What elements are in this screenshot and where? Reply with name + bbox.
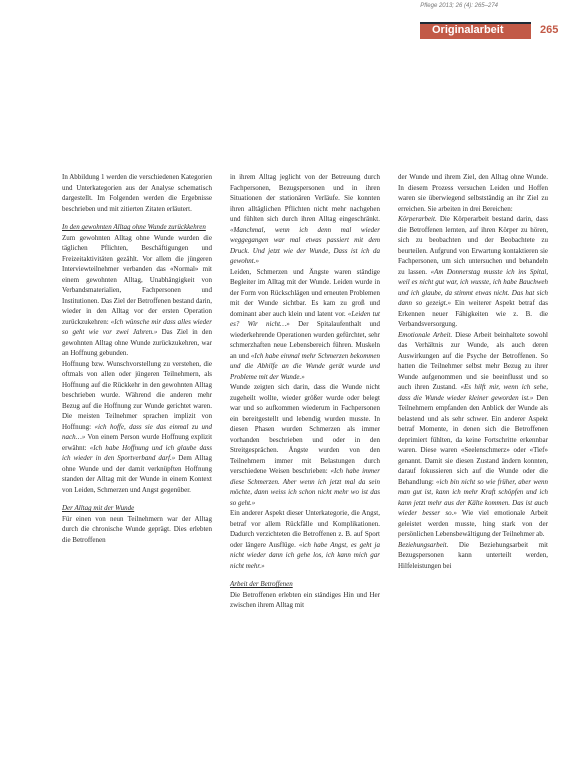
paragraph: Ein anderer Aspekt dieser Unterkategorie, die Angst, betraf vor allem Rückfälle und Komplikationen. Dadurch verzichteten die Betroffenen z. B. auf Sport oder längere Ausflüge. «ich habe Angst, es geht ja nicht wieder dann ich gehe los, ich kann mich gar nicht mehr.» <box>230 509 380 570</box>
text-column-1 <box>62 172 212 545</box>
journal-citation: Pflege 2013; 26 (4): 265–274 <box>420 3 498 9</box>
quote: «Am Donnerstag musste ich ins Spital, weil es nicht gut war, ich wusste, ich habe Bauchweh und ich glaube, da stimmt etwas nicht. Das hat sich dann so gezeigt.» <box>398 267 549 307</box>
quote: «Es hilft mir, wenn ich sehe, dass die Wunde wieder kleiner geworden ist.» <box>398 383 548 402</box>
paragraph: In Abbildung 1 werden die verschiedenen Kategorien und Unterkategorien aus der Analyse schematisch dargestellt. Im Folgenden werden die Ergebnisse beschrieben und mit zitierten Zitaten erläutert. <box>62 173 212 213</box>
paragraph: Für einen von neun Teilnehmern war der Alltag durch die chronische Wunde geprägt. Dies erlebten die Betroffenen <box>62 514 212 544</box>
paragraph: Die Betroffenen erlebten ein ständiges Hin und Her zwischen ihrem Alltag mit <box>230 590 380 609</box>
paragraph: der Wunde und ihrem Ziel, den Alltag ohne Wunde. In diesem Prozess versuchen Leiden und Hoffen waren sie überwiegend selbstständig an ihr Ziel zu erreichen. Sie arbeiten in drei Bereichen: <box>398 173 548 213</box>
paragraph: Zum gewohnten Alltag ohne Wunde wurden die täglichen Pflichten, Beschäftigungen und Freizeitaktivitäten gezählt. Vor allem die jüngeren Interviewteilnehmer verbanden das «Normal» mit einem gewohnten Alltag, Unabhängigkeit von Verbandsmaterialien, Fachpersonen und Institutionen. Das Ziel der Betroffenen bestand darin, wieder in den Alltag vor der ersten Operation zurückzukehren: «Ich wünsche mir dass alles wieder so geht wie vor zwei Jahren.» Das Ziel in den gewohnten Alltag ohne Wunde zurückzukehren, war an Hoffnung gebunden. <box>62 233 212 357</box>
quote: «Leiden tut es? Wir nicht…» <box>230 309 380 328</box>
paragraph: Beziehungsarbeit. Die Beziehungsarbeit mit Bezugspersonen kann unterteilt werden, Hilfeleistungen bei <box>398 540 548 570</box>
quote: «Ich habe immer diese Schmerzen. Aber wenn ich jetzt mal da sein möchte, dann weiss ich schon nicht mehr wo ist das so geht.» <box>230 467 380 507</box>
paragraph: Emotionale Arbeit. Diese Arbeit beinhaltete sowohl das Verhältnis zur Wunde, als auch deren Auswirkungen auf die Psyche der Betroffenen. So hatten die Teilnehmer selbst mehr Bezug zu ihrer Wunde aufgenommen und sie beeinflusst und so auch ihren Zustand. «Es hilft mir, wenn ich sehe, dass die Wunde wieder kleiner geworden ist.» Den Teilnehmern empfanden den Anblick der Wunde als belastend und als sehr schwer. Ein anderer Aspekt betraf Momente, in denen sich die Betroffenen deprimiert fühlten, da keine Fortschritte erkennbar waren. Diese waren «Seelenschmerz» oder «Tief» genannt. Damit sie diesen Zustand ändern konnten, darauf fokussieren sich auf die Wunde oder die Behandlung: «ich bin nicht so wie früher, aber wenn man gut ist, kann ich mehr Kraft schöpfen und ich kann jetzt mehr aus der Kälte kommen. Das ist auch wieder besser so.» Wie viel emotionale Arbeit geleistet werden musste, hing stark von der persönlichen Lebensbewältigung der Teilnehmer ab. <box>398 330 549 538</box>
quote: «Manchmal, wenn ich denn mal wieder weggegangen war mal etwas passiert mit dem Druck. Und jetzt wie der Wunde, Dass ist ich da gewohnt.» <box>230 225 380 265</box>
quote: «ich hoffe, dass sie das einmal zu und nach…» <box>62 422 213 441</box>
section-label: Originalarbeit <box>432 24 504 36</box>
paragraph: Körperarbeit. Die Körperarbeit bestand darin, dass die Betroffenen lernten, auf ihren Körper zu hören, sich zu beobachten und der Beobachtete zu beurteilen. Aufgrund von Erwartung kontaktieren sie Fachpersonen, um sich untersuchen und behandeln zu lassen. «Am Donnerstag musste ich ins Spital, weil es nicht gut war, ich wusste, ich habe Bauchweh und ich glaube, da stimmt etwas nicht. Das hat sich dann so gezeigt.» Ein weiterer Aspekt betraf das Erkennen neuer Fähigkeiten wie z. B. die Verbandsversorgung. <box>398 215 549 328</box>
paragraph: Leiden, Schmerzen und Ängste waren ständige Begleiter im Alltag mit der Wunde. Leiden wurde in der Form von Rückschlägen und erneuten Problemen mit der Wunde sichtbar. Es kam zu groß und dominant aber auch klein und latent vor. «Leiden tut es? Wir nicht…» Der Spitalaufenthalt und wiederkehrende Operationen wurden gefürchtet, sehr schmerzhaften neue Lebensbereich führen. Muskeln an und «Ich habe einmal mehr Schmerzen bekommen und die Abhilfe an die Wunde gerät wurde und Probleme mit der Wunde.» <box>230 267 380 381</box>
paragraph: in ihrem Alltag jeglicht von der Betreuung durch Fachpersonen, Bezugspersonen und in ihren Situationen der stationären Verläufe. Sie konnten ihren alltäglichen Pflichten nicht mehr nachgehen und fühlten sich durch ihren Alltag eingeschränkt. «Manchmal, wenn ich denn mal wieder weggegangen war mal etwas passiert mit dem Druck. Und jetzt wie der Wunde, Dass ist ich da gewohnt.» <box>230 173 380 265</box>
paragraph: Hoffnung bzw. Wunschvorstellung zu verstehen, die oftmals von allen oder jüngeren Teilnehmern, als Hoffnung auf die Rückkehr in den gewohnten Alltag beschrieben wurde. Während die anderen mehr Bezug auf die Hoffnung zur Wunde gerichtet waren. Die meisten Teilnehmer sprachen implizit von Hoffnung: «ich hoffe, dass sie das einmal zu und nach…» Von einem Person wurde Hoffnung explizit erwähnt: «Ich habe Hoffnung und ich glaube dass ich wieder in den Sportverband darf.» Dem Alltag ohne Wunde und der damit verknüpften Hoffnung standen der Alltag mit der Wunde in einem Kontext von Leiden, Schmerzen und Angst gegenüber. <box>62 359 213 494</box>
quote: «ich bin nicht so wie früher, aber wenn man gut ist, kann ich mehr Kraft schöpfen und ich kann jetzt mehr aus der Kälte kommen. Das ist auch wieder besser so.» <box>398 477 548 517</box>
inline-heading: Körperarbeit. <box>398 215 437 223</box>
quote: «Ich habe Hoffnung und ich glaube dass ich wieder in den Sportverband darf.» <box>62 443 213 462</box>
subheading: Der Alltag mit der Wunde <box>62 504 135 512</box>
subheading: Arbeit der Betroffenen <box>230 580 293 588</box>
inline-heading: Beziehungsarbeit. <box>398 540 449 549</box>
paragraph: Wunde zeigten sich darin, dass die Wunde nicht zugeheilt wollte, wieder größer wurde oder belegt war und so aufkommen wiederum in Fachpersonen ein bereitgestellt und lebendig wurden musste. In diesen Phasen wurden Schmerzen als immer vorhanden beschrieben und oder in den Streitgesprächen. Ängste wurden von den Teilnehmern immer mit Belastungen durch verschiedene Weisen beschrieben: «Ich habe immer diese Schmerzen. Aber wenn ich jetzt mal da sein möchte, dann weiss ich schon nicht mehr wo ist das so geht.» <box>230 383 381 507</box>
quote: «Ich wünsche mir dass alles wieder so geht wie vor zwei Jahren.» <box>62 317 212 336</box>
quote: «ich habe Angst, es geht ja nicht wieder dann ich gehe los, ich kann mich gar nicht mehr.» <box>230 540 380 570</box>
inline-heading: Emotionale Arbeit. <box>398 330 453 339</box>
text-column-3 <box>398 172 548 571</box>
subheading: In den gewohnten Alltag ohne Wunde zurückkehren <box>62 223 206 231</box>
page-number: 265 <box>540 24 559 36</box>
quote: «Ich habe einmal mehr Schmerzen bekommen und die Abhilfe an die Wunde gerät wurde und Probleme mit der Wunde.» <box>230 351 380 381</box>
text-column-2 <box>230 172 380 611</box>
